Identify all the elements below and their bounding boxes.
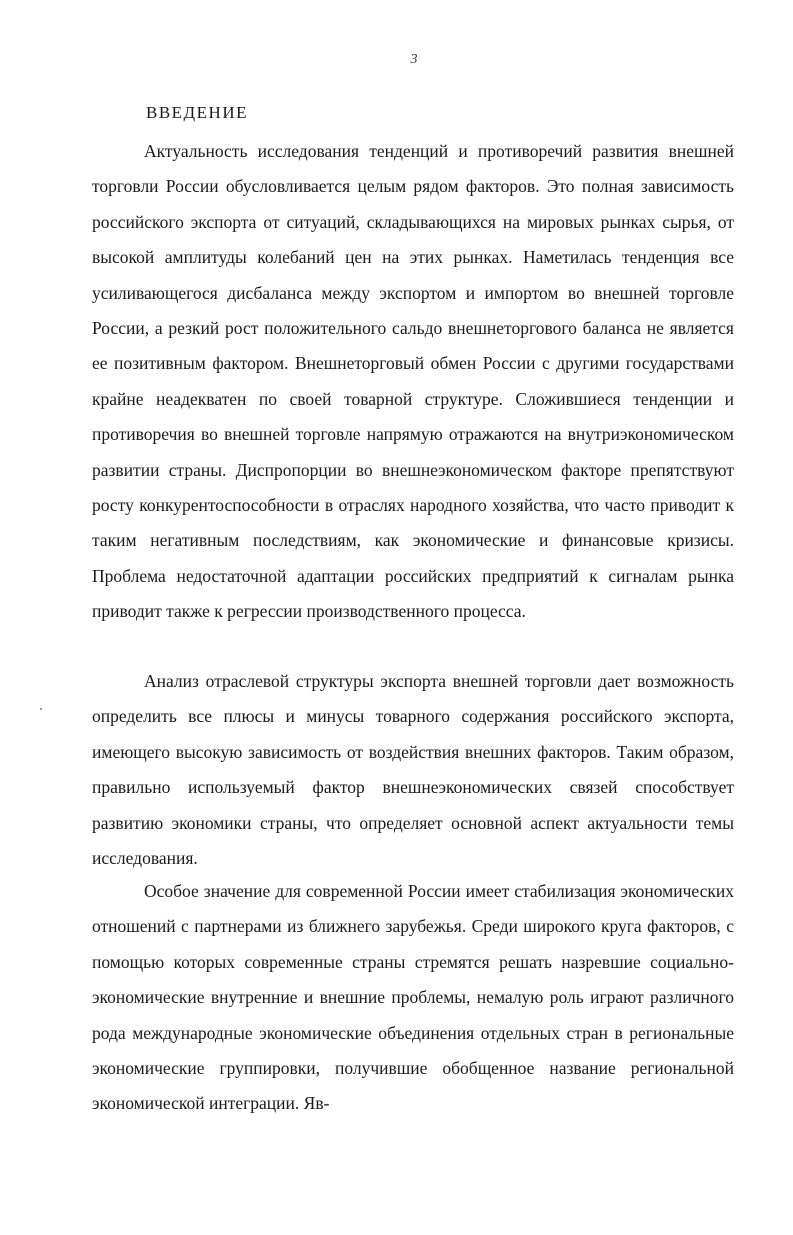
page-number: 3 [410, 52, 418, 67]
scan-speck [40, 708, 42, 710]
paragraph-relevance: Актуальность исследования тенденций и противоречий развития внешней торговли России обусловливается целым рядом факторов. Это полная зависимость российского экспорта от ситуаций, складывающихся на мировых рынках сырья, от высокой амплитуды колебаний цен на этих рынках. Наметилась тенденция все усиливающегося дисбаланса между экспортом и импортом во внешней торговле России, а резкий рост положительного сальдо внешнеторгового баланса не является ее позитивным фактором. Внешнеторговый обмен России с другими государствами крайне неадекватен по своей товарной структуре. Сложившиеся тенденции и противоречия во внешней торговле напрямую отражаются на внутриэкономическом развитии страны. Диспропорции во внешнеэкономическом факторе препятствуют росту конкурентоспособности в отраслях народного хозяйства, что часто приводит к таким негативным последствиям, как экономические и финансовые кризисы. Проблема недостаточной адаптации российских предприятий к сигналам рынка приводит также к регрессии производственного процесса. [92, 141, 734, 622]
section-heading: ВВЕДЕНИЕ [146, 103, 248, 122]
paragraph-export-analysis: Анализ отраслевой структуры экспорта внешней торговли дает возможность определить все плюсы и минусы товарного содержания российского экспорта, имеющего высокую зависимость от воздействия внешних факторов. Таким образом, правильно используемый фактор внешнеэкономических связей способствует развитию экономики страны, что определяет основной аспект актуальности темы исследования. [92, 671, 734, 869]
paragraph-regional-integration: Особое значение для современной России имеет стабилизация экономических отношений с партнерами из ближнего зарубежья. Среди широкого круга факторов, с помощью которых современные страны стремятся решать назревшие социально-экономические внутренние и внешние проблемы, немалую роль играют различного рода международные экономические объединения отдельных стран в региональные экономические группировки, получившие обобщенное название региональной экономической интеграции. Яв- [92, 881, 734, 1114]
